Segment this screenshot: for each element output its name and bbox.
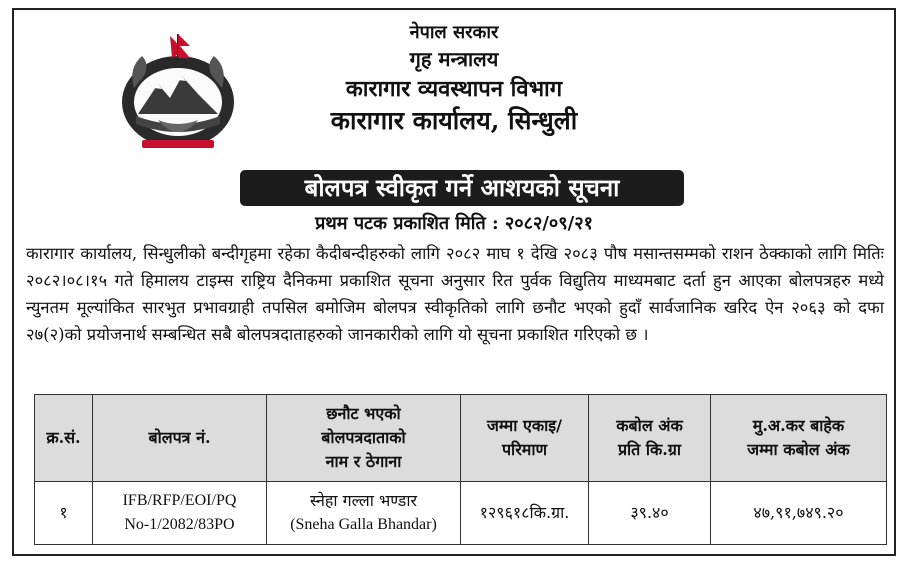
header-rate-line2: प्रति कि.ग्रा <box>617 440 682 459</box>
header-total-line1: मु.अ.कर बाहेक <box>752 416 845 435</box>
cell-bidder <box>267 482 461 545</box>
publication-date: प्रथम पटक प्रकाशित मिति : २०८२/०९/२१ <box>315 213 593 234</box>
header-bidder-line1: छनौट भएको <box>326 404 401 423</box>
header-quantity-line2: परिमाण <box>501 440 548 459</box>
header-bid-number: बोलपत्र नं. <box>93 395 267 482</box>
department-title: कारागार व्यवस्थापन विभाग <box>345 76 563 102</box>
header-rate <box>589 395 711 482</box>
header-total <box>711 395 887 482</box>
selected-bidder-table <box>34 394 887 545</box>
cell-sn: १ <box>35 482 93 545</box>
header-bidder <box>267 395 461 482</box>
header-sn: क्र.सं. <box>35 395 93 482</box>
notice-body: कारागार कार्यालय, सिन्धुलीको बन्दीगृहमा रहेका कैदीबन्दीहरुको लागि २०८२ माघ १ देखि २०८३ पौष मसान्तसम्मको राशन ठेक्काको लागि मितिः २०८२।०८।१५ गते हिमालय टाइम्स राष्ट्रिय दैनिकमा प्रकाशित सूचना अनुसार रित पुर्वक विद्युतिय माध्यमबाट दर्ता हुन आएका बोलपत्रहरु मध्ये न्युनतम मूल्यांकित सारभुत प्रभावग्राही तपसिल बमोजिम बोलपत्र स्वीकृतिको लागि छनौट भएको हुदाँ सार्वजानिक खरिद ऐन २०६३ को दफा २७(२)को प्रयोजनार्थ सम्बन्धित सबै बोलपत्रदाताहरुको जानकारीको लागि यो सूचना प्रकाशित गरिएको छ । <box>26 244 884 344</box>
notice-title-banner: बोलपत्र स्वीकृत गर्ने आशयको सूचना <box>240 170 684 206</box>
ministry-title: गृह मन्त्रालय <box>409 47 499 71</box>
cell-bidder-name: स्नेहा गल्ला भण्डार <box>309 491 418 510</box>
cell-quantity: १२९६१८कि.ग्रा. <box>461 482 589 545</box>
header-total-line2: जम्मा कबोल अंक <box>747 440 850 459</box>
header-rate-line1: कबोल अंक <box>616 416 683 435</box>
header-bidder-line2: बोलपत्रदाताको <box>321 428 406 447</box>
cell-rate: ३९.४० <box>589 482 711 545</box>
office-header <box>14 20 894 138</box>
cell-bid-number <box>93 482 267 545</box>
cell-bidder-name-english: (Sneha Galla Bhandar) <box>290 516 437 533</box>
cell-bid-number-line1: IFB/RFP/EOI/PQ <box>122 492 237 509</box>
table-header-row <box>35 395 887 482</box>
header-bidder-line3: नाम र ठेगाना <box>325 452 402 471</box>
cell-bid-number-line2: No-1/2082/83PO <box>124 516 235 533</box>
table-row <box>35 482 887 545</box>
cell-total: ४७,९१,७४९.२० <box>711 482 887 545</box>
header-quantity <box>461 395 589 482</box>
notice-frame <box>12 8 896 556</box>
header-quantity-line1: जम्मा एकाइ/ <box>487 416 562 435</box>
office-title: कारागार कार्यालय, सिन्धुली <box>330 106 578 135</box>
government-title: नेपाल सरकार <box>409 22 499 43</box>
